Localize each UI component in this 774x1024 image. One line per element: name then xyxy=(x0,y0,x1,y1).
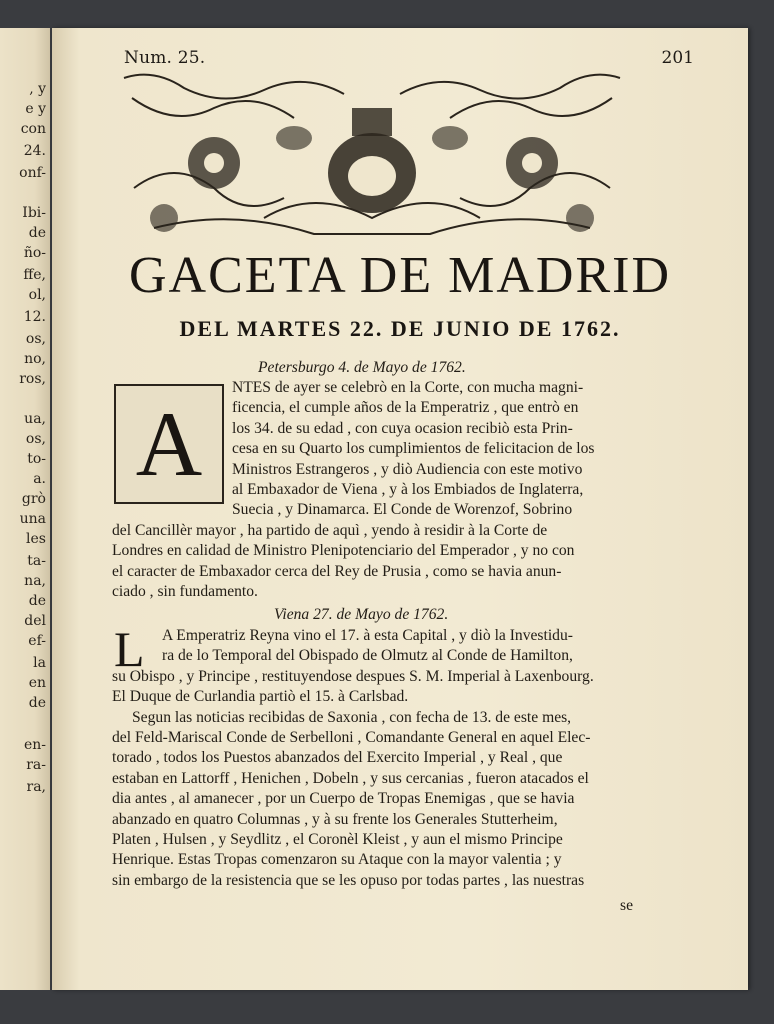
article1-line: Suecia , y Dinamarca. El Conde de Worenzof, Sobrino xyxy=(232,501,573,519)
left-page-fragment: de xyxy=(28,225,46,241)
left-page-fragment: les xyxy=(26,531,46,547)
left-page-fragment: , y xyxy=(29,81,46,97)
decorative-engraving xyxy=(114,68,630,246)
article2-line: Platen , Hulsen , y Seydlitz , el Coronèl Kleist , y aun el mismo Principe xyxy=(112,831,563,848)
article2-line: sin embargo de la resistencia que se les opuso por todas partes , las nuestras xyxy=(112,871,585,889)
article2-line: dia antes , al amanecer , por un Cuerpo de Tropas Enemigas , que se havia xyxy=(112,790,575,808)
article1-line: ciado , sin fundamento. xyxy=(112,583,258,600)
left-page-fragment: os, xyxy=(25,431,46,447)
article2-line: su Obispo , y Principe , restituyendose despues S. M. Imperial à Laxenbourg. xyxy=(112,667,594,685)
article2-line: Henrique. Estas Tropas comenzaron su Ataque con la mayor valentia ; y xyxy=(112,851,562,869)
left-page-fragment: ta- xyxy=(27,553,46,569)
article1-line: Ministros Estrangeros , y diò Audiencia con este motivo xyxy=(232,460,583,478)
left-page-fragment: en- xyxy=(23,737,46,753)
left-page-fragment: ros, xyxy=(19,371,46,387)
article1-line: al Embaxador de Viena , y à los Embiados de Inglaterra, xyxy=(232,481,584,498)
left-page-fragment: ra, xyxy=(26,779,46,795)
left-page-fragment: de xyxy=(28,695,46,711)
dateline: DEL MARTES 22. DE JUNIO DE 1762. xyxy=(179,316,621,341)
article2-line: El Duque de Curlandia partiò el 15. à Carlsbad. xyxy=(112,688,409,706)
article2-line: estaban en Lattorff , Henichen , Dobeln , y sus cercanias , fueron atacados el xyxy=(112,769,589,787)
article1-heading: Petersburgo 4. de Mayo de 1762. xyxy=(258,359,466,376)
decorated-initial xyxy=(114,384,224,504)
left-page-fragment: grò xyxy=(21,491,46,507)
article1-line: Londres en calidad de Ministro Plenipotenciario del Emperador , y no con xyxy=(112,542,575,560)
left-page-fragment: os, xyxy=(25,331,46,347)
left-page-fragment: ua, xyxy=(24,411,46,427)
masthead-title: GACETA DE MADRID xyxy=(128,247,672,304)
newspaper-page xyxy=(52,28,748,990)
article1-line: el caracter de Embaxador cerca del Rey de Prusia , como se havia anun- xyxy=(112,562,562,580)
article1-line: los 34. de su edad , con cuya ocasion recibiò esta Prin- xyxy=(232,419,573,437)
article2-initial: L xyxy=(114,621,145,677)
left-page-fragment: en xyxy=(28,675,46,691)
left-page-fragment: na, xyxy=(24,573,46,589)
left-page-fragment: Ibi- xyxy=(22,205,46,221)
left-page-fragment: una xyxy=(19,511,46,527)
left-page-fragment: a. xyxy=(33,471,46,487)
left-page-fragment: 12. xyxy=(23,309,46,325)
decorated-initial-letter: A xyxy=(135,393,203,495)
left-page-fragment: ol, xyxy=(28,287,46,303)
left-page-fragment: no, xyxy=(24,351,46,367)
article2-line: Segun las noticias recibidas de Saxonia , con fecha de 13. de este mes, xyxy=(132,708,572,726)
left-page-fragment: de xyxy=(28,593,46,609)
left-page-fragment: con xyxy=(20,121,46,137)
catchword: se xyxy=(620,897,633,914)
article2-heading: Viena 27. de Mayo de 1762. xyxy=(274,606,449,623)
article1-line: del Cancillèr mayor , ha partido de aquì , yendo à residir à la Corte de xyxy=(112,521,548,539)
left-page-fragment: del xyxy=(24,613,46,629)
left-page-fragment: ra- xyxy=(26,757,46,773)
article2-line: A Emperatriz Reyna vino el 17. à esta Capital , y diò la Investidu- xyxy=(162,627,573,644)
left-page-fragment: ffe, xyxy=(23,267,46,283)
left-page-edge xyxy=(0,28,50,990)
article1-line: NTES de ayer se celebrò en la Corte, con mucha magni- xyxy=(232,379,584,396)
article2-line: del Feld-Mariscal Conde de Serbelloni , Comandante General en aquel Elec- xyxy=(112,729,591,746)
left-page-fragment: 24. xyxy=(23,143,46,159)
article1-line: cesa en su Quarto los cumplimientos de felicitacion de los xyxy=(232,440,595,458)
page-number: 201 xyxy=(661,48,694,68)
left-page-fragment: ño- xyxy=(23,245,46,261)
left-page-fragment: e y xyxy=(25,101,46,117)
left-page-fragment: la xyxy=(33,655,46,671)
article2-line: torado , todos los Puestos abanzados del Exercito Imperial , y Real , que xyxy=(112,749,563,767)
left-page-fragment: onf- xyxy=(19,165,46,181)
left-page-fragment: to- xyxy=(27,451,46,467)
article1-line: ficencia, el cumple años de la Emperatriz , que entrò en xyxy=(232,399,579,417)
article2-line: abanzado en quatro Columnas , y à su frente los Generales Stutterheim, xyxy=(112,810,558,828)
issue-number: Num. 25. xyxy=(124,48,206,68)
left-page-fragment: ef- xyxy=(28,633,46,649)
article2-line: ra de lo Temporal del Obispado de Olmutz al Conde de Hamilton, xyxy=(162,647,573,665)
